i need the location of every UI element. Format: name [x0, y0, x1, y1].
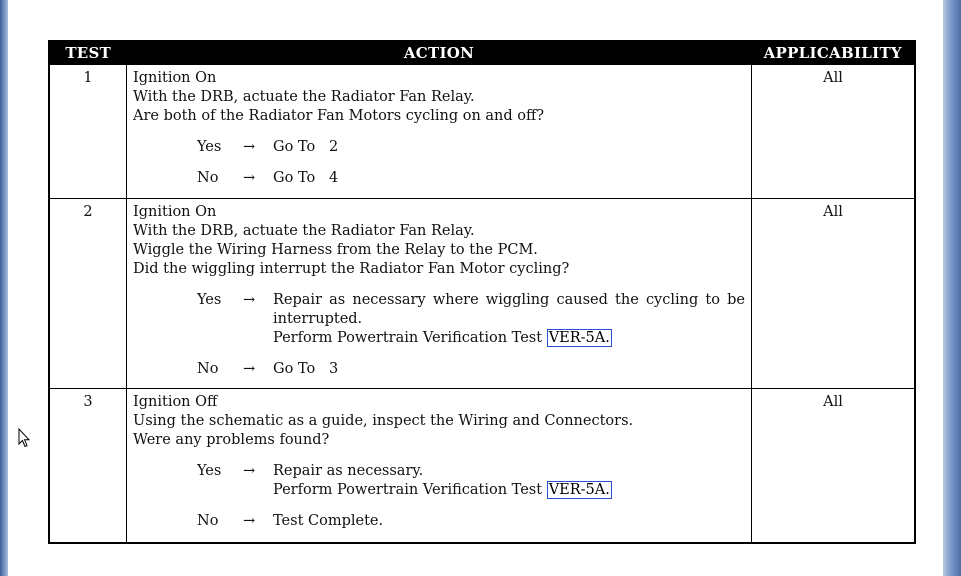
no-label: No: [197, 513, 219, 529]
table-row: [49, 65, 915, 199]
yes-response: [197, 462, 745, 500]
no-response: [197, 512, 745, 531]
yes-result: Go To 2: [273, 139, 339, 155]
arrow-icon: →: [243, 513, 256, 529]
arrow-icon: →: [243, 170, 256, 186]
table-row: [49, 389, 915, 543]
yes-label: Yes: [197, 139, 222, 155]
verification-text: Perform Powertrain Verification Test: [273, 482, 547, 498]
arrow-icon: →: [243, 361, 256, 377]
no-label: No: [197, 361, 219, 377]
document-page: [8, 0, 943, 576]
test-number: 3: [49, 389, 127, 543]
arrow-icon: →: [243, 139, 256, 155]
ver-5a-link[interactable]: VER-5A.: [548, 330, 610, 346]
applicability-cell: All: [752, 199, 916, 389]
no-response: [197, 360, 745, 379]
action-cell: [127, 65, 752, 199]
no-result: Go To 3: [273, 361, 339, 377]
yes-label: Yes: [197, 292, 222, 308]
action-line: With the DRB, actuate the Radiator Fan Relay.: [133, 223, 475, 239]
yes-response: [197, 138, 745, 157]
arrow-icon: →: [243, 292, 256, 308]
no-result: Test Complete.: [273, 513, 384, 529]
header-test: TEST: [49, 41, 127, 65]
test-number: 1: [49, 65, 127, 199]
ver-5a-link[interactable]: VER-5A.: [548, 482, 610, 498]
diagnostic-test-table: [48, 40, 916, 544]
action-line: Ignition On: [133, 204, 217, 220]
applicability-cell: All: [752, 65, 916, 199]
verification-text: Perform Powertrain Verification Test: [273, 330, 547, 346]
yes-label: Yes: [197, 463, 222, 479]
table-header-row: [49, 41, 915, 65]
action-cell: [127, 199, 752, 389]
applicability-cell: All: [752, 389, 916, 543]
no-result: Go To 4: [273, 170, 339, 186]
yes-result: [273, 291, 745, 348]
arrow-icon: →: [243, 463, 256, 479]
header-applicability: APPLICABILITY: [752, 41, 916, 65]
yes-result-text: Repair as necessary.: [273, 463, 424, 479]
yes-result-text: Repair as necessary where wiggling caused the cycling to be interrupted.: [273, 292, 745, 327]
action-line: Did the wiggling interrupt the Radiator Fan Motor cycling?: [133, 261, 570, 277]
no-label: No: [197, 170, 219, 186]
action-line: Were any problems found?: [133, 432, 330, 448]
action-line: Ignition Off: [133, 394, 218, 410]
header-action: ACTION: [127, 41, 752, 65]
action-cell: [127, 389, 752, 543]
yes-result: [273, 462, 745, 500]
window-frame-left: [0, 0, 8, 576]
no-response: [197, 169, 745, 188]
action-line: Wiggle the Wiring Harness from the Relay to the PCM.: [133, 242, 538, 258]
mouse-pointer-icon: [18, 428, 30, 448]
action-line: Are both of the Radiator Fan Motors cycling on and off?: [133, 108, 545, 124]
action-line: Using the schematic as a guide, inspect the Wiring and Connectors.: [133, 413, 634, 429]
action-line: With the DRB, actuate the Radiator Fan Relay.: [133, 89, 475, 105]
yes-response: [197, 291, 745, 348]
action-line: Ignition On: [133, 70, 217, 86]
table-row: [49, 199, 915, 389]
window-frame-right[interactable]: [943, 0, 961, 576]
test-number: 2: [49, 199, 127, 389]
